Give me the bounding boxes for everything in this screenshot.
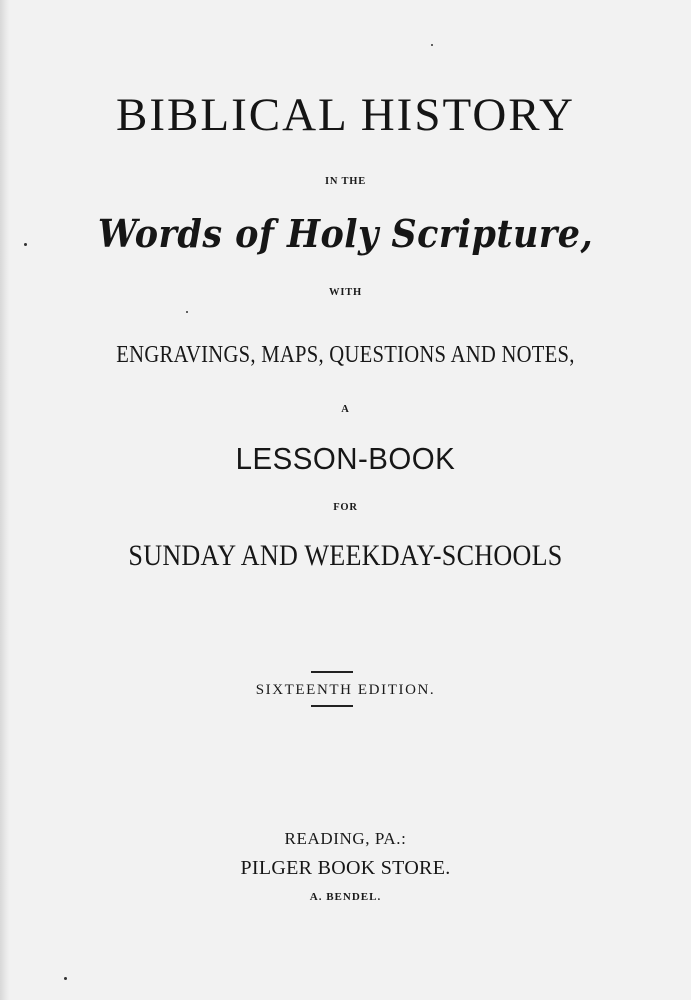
with-label: WITH bbox=[329, 287, 362, 298]
imprint-proprietor: A. BENDEL. bbox=[309, 891, 382, 903]
scan-speck bbox=[186, 311, 188, 313]
in-the-label: IN THE bbox=[324, 176, 367, 187]
audience-line: SUNDAY AND WEEKDAY-SCHOOLS bbox=[128, 539, 563, 572]
imprint-publisher: PILGER BOOK STORE. bbox=[240, 857, 451, 879]
edition-rule-bottom bbox=[311, 705, 353, 707]
contents-line: ENGRAVINGS, MAPS, QUESTIONS AND NOTES, bbox=[116, 342, 575, 368]
imprint-place: READING, PA.: bbox=[284, 829, 407, 848]
lesson-book-heading: LESSON-BOOK bbox=[235, 441, 456, 476]
edition-rule-top bbox=[311, 671, 353, 673]
edition-line: SIXTEENTH EDITION. bbox=[255, 682, 436, 698]
book-title: BIBLICAL HISTORY bbox=[116, 89, 575, 141]
scan-speck bbox=[24, 243, 27, 246]
scan-speck bbox=[64, 977, 67, 980]
article-a: A bbox=[341, 404, 350, 415]
for-label: FOR bbox=[333, 502, 358, 513]
scan-speck bbox=[431, 44, 433, 46]
words-of-holy-scripture: Words of Holy Scripture, bbox=[97, 211, 594, 256]
